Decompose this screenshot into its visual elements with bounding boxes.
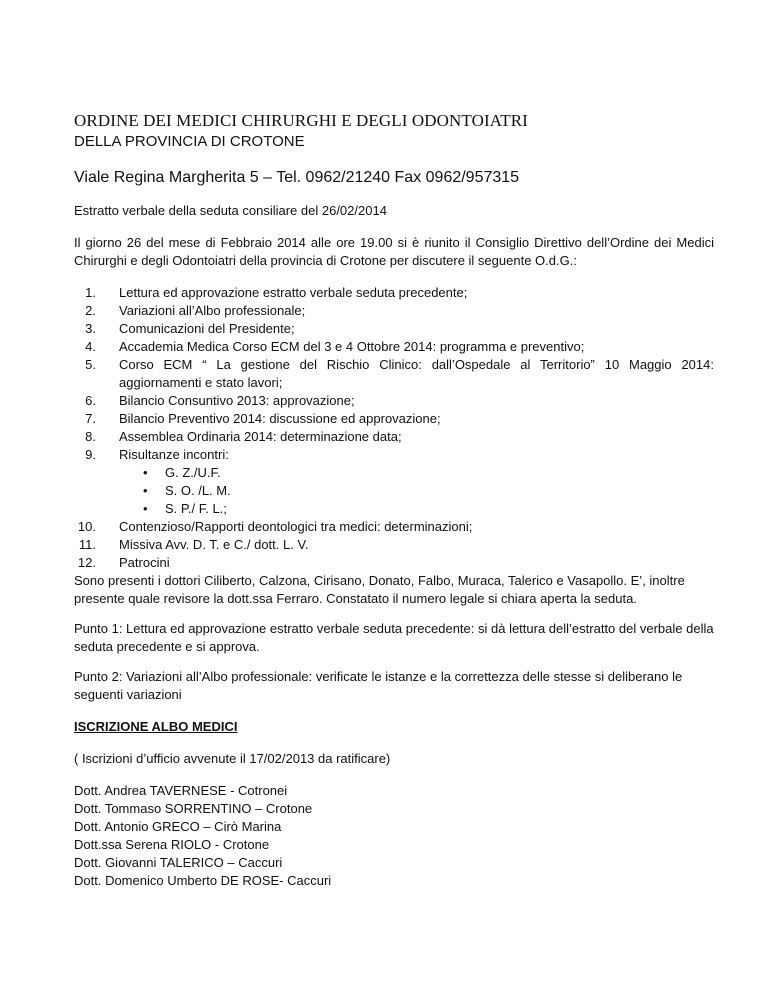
doctor-list — [74, 782, 714, 890]
agenda-item: 7. Bilancio Preventivo 2014: discussione ed approvazione; — [85, 411, 441, 426]
agenda-item: 1. Lettura ed approvazione estratto verbale seduta precedente; — [85, 285, 468, 300]
document-subtitle: Estratto verbale della seduta consiliare del 26/02/2014 — [74, 203, 387, 218]
doctor-entry: Dott. Andrea TAVERNESE - Cotronei — [74, 783, 288, 798]
bullet-icon: • — [143, 483, 148, 498]
agenda-item: 11. Missiva Avv. D. T. e C./ dott. L. V. — [78, 537, 309, 552]
punto2-paragraph: Punto 2: Variazioni all’Albo professionale: verificate le istanze e la correttezza delle stesse si deliberano le seguenti variazioni — [74, 669, 683, 702]
org-address: Viale Regina Margherita 5 – Tel. 0962/21240 Fax 0962/957315 — [74, 169, 520, 186]
agenda-item: 6. Bilancio Consuntivo 2013: approvazione; — [85, 393, 355, 408]
agenda-item: 3. Comunicazioni del Presidente; — [85, 321, 295, 336]
org-title: ORDINE DEI MEDICI CHIRURGHI E DEGLI ODONTOIATRI — [74, 111, 528, 130]
section-note: ( Iscrizioni d’ufficio avvenute il 17/02/2013 da ratificare) — [74, 751, 391, 766]
agenda-item: 5. Corso ECM “ La gestione del Rischio Clinico: dall’Ospedale al Territorio” 10 Maggio 2014: aggiornamenti e stato lavori; — [85, 357, 714, 390]
section-heading: ISCRIZIONE ALBO MEDICI — [74, 719, 238, 734]
doctor-entry: Dott. Tommaso SORRENTINO – Crotone — [74, 801, 313, 816]
intro-paragraph: Il giorno 26 del mese di Febbraio 2014 alle ore 19.00 si è riunito il Consiglio Direttivo dell’Ordine dei Medici Chirurghi e degli Odontoiatri della provincia di Crotone per discutere il seguente O.d.G.: — [74, 235, 714, 268]
doctor-entry: Dott.ssa Serena RIOLO - Crotone — [74, 837, 270, 852]
agenda-list-continued — [74, 518, 714, 572]
agenda-item: 4. Accademia Medica Corso ECM del 3 e 4 Ottobre 2014: programma e preventivo; — [85, 339, 585, 354]
meeting-results-list — [74, 464, 714, 518]
agenda-list — [74, 284, 714, 464]
doctor-entry: Dott. Domenico Umberto DE ROSE- Caccuri — [74, 873, 332, 888]
bullet-icon: • — [143, 501, 148, 516]
sub-item: • S. O. /L. M. — [143, 483, 231, 498]
doctor-entry: Dott. Antonio GRECO – Cirò Marina — [74, 819, 282, 834]
agenda-item: 2. Variazioni all’Albo professionale; — [85, 303, 306, 318]
org-province: DELLA PROVINCIA DI CROTONE — [74, 133, 305, 150]
agenda-item: 12. Patrocini — [77, 555, 170, 570]
bullet-icon: • — [143, 465, 148, 480]
doctor-entry: Dott. Giovanni TALERICO – Caccuri — [74, 855, 283, 870]
sub-item: • G. Z./U.F. — [143, 465, 221, 480]
agenda-item: 9. Risultanze incontri: — [85, 447, 229, 462]
attendance-paragraph: Sono presenti i dottori Ciliberto, Calzona, Cirisano, Donato, Falbo, Muraca, Talerico e Vasapollo. E’, inoltre presente quale revisore la dott.ssa Ferraro. Constatato il numero legale si chiara aperta la seduta. — [74, 573, 685, 606]
sub-item: • S. P./ F. L.; — [143, 501, 227, 516]
agenda-item: 10. Contenzioso/Rapporti deontologici tra medici: determinazioni; — [77, 519, 473, 534]
agenda-item: 8. Assemblea Ordinaria 2014: determinazione data; — [85, 429, 402, 444]
document-page — [74, 110, 714, 890]
punto1-paragraph: Punto 1: Lettura ed approvazione estratto verbale seduta precedente: si dà lettura dell’estratto del verbale della seduta precedente e si approva. — [74, 621, 714, 654]
